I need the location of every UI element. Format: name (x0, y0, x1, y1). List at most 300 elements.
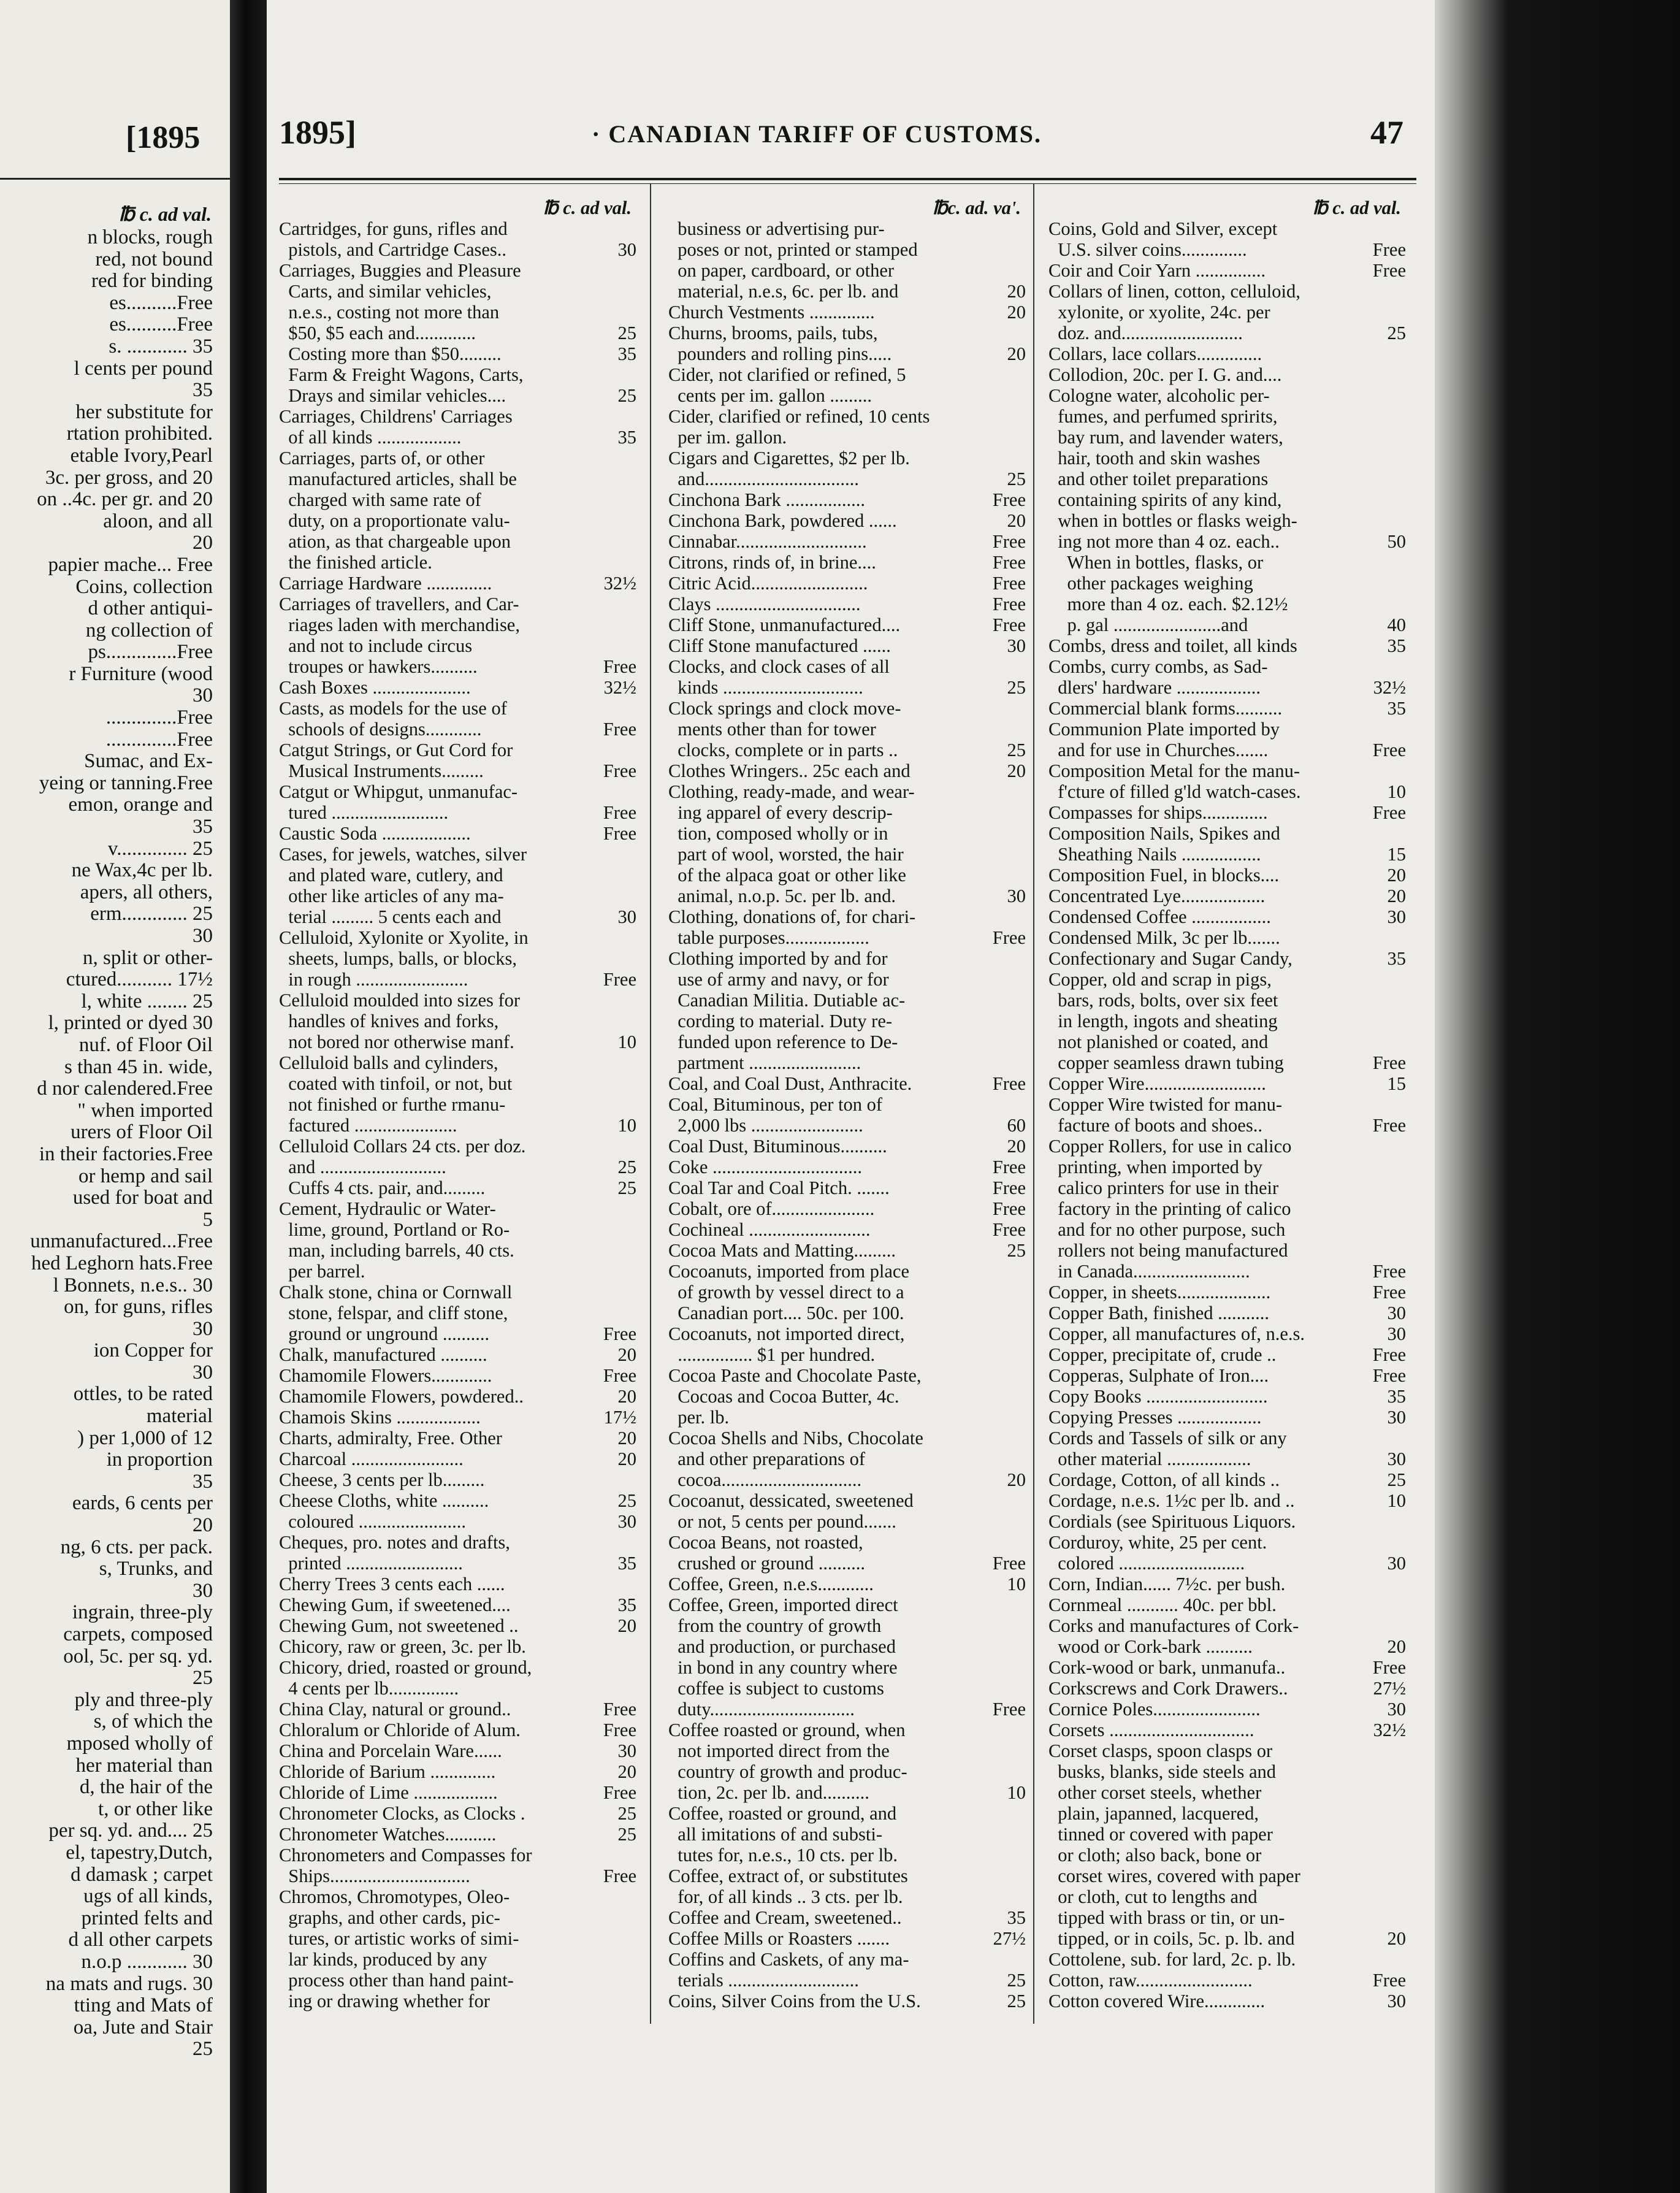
tariff-line (1048, 1198, 1406, 1219)
tariff-line (279, 802, 636, 823)
tariff-rate: 50 (1387, 531, 1406, 552)
tariff-rate: Free (603, 1323, 636, 1344)
tariff-line (668, 1240, 1026, 1261)
tariff-rate (1356, 1094, 1406, 1115)
tariff-line (279, 948, 636, 969)
tariff-line (1048, 469, 1406, 489)
tariff-line (668, 990, 1026, 1011)
tariff-item-text: the finished article. (279, 552, 432, 573)
tariff-rate (586, 1636, 636, 1657)
tariff-item-text: Concentrated Lye.................. (1048, 886, 1266, 906)
tariff-rate: 10 (1007, 1782, 1026, 1803)
tariff-rate (976, 781, 1026, 802)
tariff-rate (586, 1094, 636, 1115)
tariff-line (279, 1240, 636, 1261)
tariff-line (668, 802, 1026, 823)
tariff-rate (586, 1928, 636, 1949)
tariff-item-text: busks, blanks, side steels and (1048, 1761, 1277, 1782)
left-page-line: Sumac, and Ex- (84, 751, 213, 773)
tariff-item-text: Confectionary and Sugar Candy, (1048, 948, 1292, 969)
tariff-line (279, 218, 636, 239)
tariff-rate (586, 1198, 636, 1219)
tariff-item-text: or cloth; also back, bone or (1048, 1845, 1262, 1866)
tariff-rate: 35 (1387, 948, 1406, 969)
tariff-item-text: Chalk stone, china or Cornwall (279, 1282, 513, 1303)
tariff-line (1048, 1740, 1406, 1761)
tariff-line (1048, 1699, 1406, 1720)
tariff-line (668, 1553, 1026, 1574)
left-page-line: ool, 5c. per sq. yd. (63, 1645, 213, 1667)
left-page-line: eards, 6 cents per (72, 1493, 213, 1515)
tariff-rate (586, 1678, 636, 1699)
tariff-line (668, 1532, 1026, 1553)
tariff-line (668, 1031, 1026, 1052)
tariff-item-text: Composition Nails, Spikes and (1048, 823, 1280, 844)
tariff-item-text: manufactured articles, shall be (279, 469, 517, 489)
tariff-line (279, 927, 636, 948)
tariff-line (668, 635, 1026, 656)
tariff-rate (976, 427, 1026, 448)
tariff-line (668, 1011, 1026, 1031)
tariff-line (1048, 552, 1406, 573)
tariff-item-text: Catgut or Whipgut, unmanufac- (279, 781, 518, 802)
tariff-rate (586, 1469, 636, 1490)
tariff-line (1048, 1845, 1406, 1866)
left-page-rule (0, 178, 230, 180)
left-page-line: 35 (193, 1471, 213, 1493)
left-page-line: ng, 6 cts. per pack. (60, 1536, 213, 1558)
tariff-rate: 30 (1387, 906, 1406, 927)
tariff-item-text: U.S. silver coins.............. (1048, 239, 1247, 260)
tariff-line (279, 1886, 636, 1907)
tariff-line (1048, 1761, 1406, 1782)
tariff-rate (1356, 719, 1406, 740)
tariff-item-text: lar kinds, produced by any (279, 1949, 487, 1970)
tariff-rate: 25 (1007, 1991, 1026, 2011)
tariff-item-text: 4 cents per lb............... (279, 1678, 459, 1699)
tariff-line (1048, 656, 1406, 677)
tariff-item-text: all imitations of and substi- (668, 1824, 883, 1845)
tariff-item-text: coffee is subject to customs (668, 1678, 884, 1699)
tariff-line (668, 1782, 1026, 1803)
tariff-item-text: Cliff Stone manufactured ...... (668, 635, 891, 656)
tariff-item-text: n.e.s., costing not more than (279, 302, 500, 323)
tariff-line (1048, 1323, 1406, 1344)
tariff-item-text: man, including barrels, 40 cts. (279, 1240, 514, 1261)
left-page-line: papier mache... Free (48, 554, 213, 576)
tariff-line (279, 1157, 636, 1177)
left-page-line: d damask ; carpet (71, 1864, 213, 1886)
tariff-rate (976, 448, 1026, 469)
tariff-item-text: Coffee and Cream, sweetened.. (668, 1907, 902, 1928)
tariff-item-text: p. gal .......................and (1048, 614, 1248, 635)
tariff-line (279, 1449, 636, 1469)
tariff-line (1048, 1428, 1406, 1449)
tariff-line (1048, 1907, 1406, 1928)
tariff-rate: 15 (1387, 1073, 1406, 1094)
tariff-item-text: or not, 5 cents per pound....... (668, 1511, 896, 1532)
tariff-line (668, 364, 1026, 385)
tariff-line (279, 1198, 636, 1219)
tariff-rate (976, 323, 1026, 343)
tariff-item-text: tured ......................... (279, 802, 449, 823)
tariff-item-text: Drays and similar vehicles.... (279, 385, 506, 406)
tariff-rate: 30 (1387, 1553, 1406, 1574)
tariff-line (279, 1574, 636, 1594)
tariff-item-text: Coal, Bituminous, per ton of (668, 1094, 883, 1115)
tariff-line (668, 302, 1026, 323)
tariff-item-text: Cocoanut, dessicated, sweetened (668, 1490, 914, 1511)
tariff-item-text: Cement, Hydraulic or Water- (279, 1198, 496, 1219)
tariff-item-text: Corsets ............................... (1048, 1720, 1254, 1740)
tariff-rate: 30 (1387, 1449, 1406, 1469)
tariff-item-text: factory in the printing of calico (1048, 1198, 1291, 1219)
tariff-item-text: and production, or purchased (668, 1636, 896, 1657)
tariff-rate: 40 (1387, 614, 1406, 635)
tariff-line (279, 448, 636, 469)
tariff-line (279, 1636, 636, 1657)
tariff-item-text: poses or not, printed or stamped (668, 239, 918, 260)
column-separator (650, 184, 651, 2024)
tariff-item-text: factured ...................... (279, 1115, 457, 1136)
tariff-rate (586, 1532, 636, 1553)
tariff-rate: 35 (617, 343, 636, 364)
tariff-rate (976, 1282, 1026, 1303)
tariff-item-text: Corn, Indian...... 7½c. per bush. (1048, 1574, 1286, 1594)
tariff-item-text: Coffins and Caskets, of any ma- (668, 1949, 909, 1970)
tariff-line (279, 239, 636, 260)
tariff-item-text: ation, as that chargeable upon (279, 531, 511, 552)
tariff-line (668, 239, 1026, 260)
tariff-item-text: cocoa.............................. (668, 1469, 862, 1490)
tariff-rate: Free (603, 656, 636, 677)
tariff-line (668, 1949, 1026, 1970)
tariff-rate: Free (1372, 1365, 1406, 1386)
tariff-rate (586, 1970, 636, 1991)
tariff-item-text: Copperas, Sulphate of Iron.... (1048, 1365, 1269, 1386)
tariff-rate (586, 886, 636, 906)
tariff-item-text: terial ......... 5 cents each and (279, 906, 502, 927)
tariff-item-text: Copper Bath, finished ........... (1048, 1303, 1270, 1323)
tariff-item-text: printing, when imported by (1048, 1157, 1263, 1177)
tariff-line (668, 1657, 1026, 1678)
tariff-line (279, 1928, 636, 1949)
tariff-line (279, 1845, 636, 1866)
tariff-rate: Free (992, 531, 1026, 552)
tariff-rate: 32½ (1373, 1720, 1406, 1740)
tariff-rate (586, 1052, 636, 1073)
tariff-rate (976, 1407, 1026, 1428)
tariff-item-text: Citrons, rinds of, in brine.... (668, 552, 876, 573)
tariff-line (1048, 323, 1406, 343)
tariff-item-text: colored ........................... (1048, 1553, 1245, 1574)
tariff-item-text: other like articles of any ma- (279, 886, 504, 906)
left-page-line: " when imported (77, 1100, 213, 1122)
tariff-item-text: tipped with brass or tin, or un- (1048, 1907, 1285, 1928)
left-page-line: 30 (193, 1580, 213, 1602)
tariff-line (668, 1428, 1026, 1449)
tariff-line (279, 1720, 636, 1740)
tariff-rate: Free (992, 1198, 1026, 1219)
tariff-item-text: partment ........................ (668, 1052, 861, 1073)
tariff-line (1048, 1866, 1406, 1886)
tariff-rate (586, 948, 636, 969)
tariff-rate: Free (992, 1073, 1026, 1094)
tariff-rate: Free (992, 1553, 1026, 1574)
tariff-item-text: Coffee Mills or Roasters ....... (668, 1928, 890, 1949)
tariff-item-text: clocks, complete or in parts .. (668, 740, 898, 760)
tariff-rate: Free (992, 594, 1026, 614)
tariff-rate (586, 1991, 636, 2011)
tariff-item-text: Cartridges, for guns, rifles and (279, 218, 508, 239)
tariff-item-text: Clocks, and clock cases of all (668, 656, 890, 677)
tariff-rate: 20 (617, 1386, 636, 1407)
tariff-item-text: Coal Tar and Coal Pitch. ....... (668, 1177, 890, 1198)
tariff-line (279, 323, 636, 343)
tariff-rate (976, 823, 1026, 844)
left-page-line: el, tapestry,Dutch, (66, 1842, 213, 1864)
column-head: ℔c. ad. va'. (932, 197, 1021, 218)
tariff-item-text: Celluloid, Xylonite or Xyolite, in (279, 927, 529, 948)
tariff-rate (1356, 1615, 1406, 1636)
tariff-rate: Free (603, 802, 636, 823)
tariff-item-text: Cider, clarified or refined, 10 cents (668, 406, 930, 427)
tariff-item-text: Carriages of travellers, and Car- (279, 594, 519, 614)
tariff-item-text: duty............................... (668, 1699, 855, 1720)
tariff-item-text: Corset clasps, spoon clasps or (1048, 1740, 1273, 1761)
left-page-line: on ..4c. per gr. and 20 (37, 489, 213, 511)
tariff-rate (586, 1073, 636, 1094)
tariff-item-text: 2,000 lbs ........................ (668, 1115, 863, 1136)
tariff-rate (976, 719, 1026, 740)
tariff-line (1048, 1949, 1406, 1970)
tariff-rate (976, 385, 1026, 406)
tariff-item-text: coated with tinfoil, or not, but (279, 1073, 513, 1094)
tariff-rate (976, 1344, 1026, 1365)
tariff-rate: Free (992, 927, 1026, 948)
left-page-line: in their factories.Free (39, 1143, 213, 1165)
tariff-rate: Free (1372, 1344, 1406, 1365)
tariff-line (1048, 1782, 1406, 1803)
tariff-line (668, 323, 1026, 343)
tariff-item-text: facture of boots and shoes.. (1048, 1115, 1262, 1136)
tariff-rate (1356, 656, 1406, 677)
tariff-item-text: crushed or ground .......... (668, 1553, 866, 1574)
left-page-line: red, not bound (95, 248, 213, 270)
tariff-rate (976, 1720, 1026, 1740)
tariff-line (279, 865, 636, 886)
tariff-rate (976, 1511, 1026, 1532)
tariff-line (668, 1511, 1026, 1532)
tariff-rate: 25 (617, 1157, 636, 1177)
tariff-rate (1356, 1594, 1406, 1615)
tariff-rate (1356, 1428, 1406, 1449)
tariff-rate: Free (992, 489, 1026, 510)
tariff-item-text: not planished or coated, and (1048, 1031, 1269, 1052)
tariff-rate: 20 (1007, 760, 1026, 781)
tariff-rate (976, 1886, 1026, 1907)
tariff-item-text: of growth by vessel direct to a (668, 1282, 904, 1303)
tariff-item-text: cents per im. gallon ......... (668, 385, 872, 406)
tariff-item-text: Corkscrews and Cork Drawers.. (1048, 1678, 1288, 1699)
left-page-line: aloon, and all (103, 510, 213, 532)
tariff-item-text: pistols, and Cartridge Cases.. (279, 239, 507, 260)
tariff-line (279, 698, 636, 719)
tariff-rate (976, 1803, 1026, 1824)
tariff-item-text: Chloride of Lime .................. (279, 1782, 498, 1803)
tariff-item-text: troupes or hawkers.......... (279, 656, 478, 677)
tariff-rate (976, 969, 1026, 990)
tariff-rate (1356, 1907, 1406, 1928)
tariff-item-text: graphs, and other cards, pic- (279, 1907, 500, 1928)
tariff-item-text: not bored nor otherwise manf. (279, 1031, 514, 1052)
tariff-item-text: Clothing imported by and for (668, 948, 888, 969)
left-page-line: ps..............Free (88, 641, 213, 664)
tariff-rate (586, 1574, 636, 1594)
page-edge (1435, 0, 1680, 2193)
tariff-rate (1356, 1532, 1406, 1553)
tariff-line (668, 343, 1026, 364)
tariff-line (1048, 1052, 1406, 1073)
tariff-rate (976, 865, 1026, 886)
tariff-rate: 30 (617, 906, 636, 927)
tariff-line (668, 760, 1026, 781)
tariff-item-text: on paper, cardboard, or other (668, 260, 895, 281)
tariff-rate (1356, 1574, 1406, 1594)
tariff-line (1048, 385, 1406, 406)
tariff-rate (976, 1845, 1026, 1866)
tariff-item-text: Cocoanuts, imported from place (668, 1261, 910, 1282)
tariff-item-text: ing or drawing whether for (279, 1991, 490, 2011)
tariff-item-text: Carriages, Buggies and Pleasure (279, 260, 521, 281)
tariff-rate (1356, 927, 1406, 948)
tariff-item-text: terials ............................ (668, 1970, 859, 1991)
tariff-rate (1356, 1157, 1406, 1177)
tariff-rate: 30 (617, 1740, 636, 1761)
tariff-line (279, 385, 636, 406)
tariff-item-text: Cheques, pro. notes and drafts, (279, 1532, 510, 1553)
left-page-year: [1895 (126, 120, 200, 155)
tariff-item-text: part of wool, worsted, the hair (668, 844, 904, 865)
tariff-line (1048, 1886, 1406, 1907)
left-page-line: oa, Jute and Stair (73, 2016, 213, 2038)
tariff-item-text: Cigars and Cigarettes, $2 per lb. (668, 448, 910, 469)
tariff-line (279, 302, 636, 323)
left-page-line: tting and Mats of (74, 1995, 213, 2017)
left-page-line: her substitute for (75, 401, 213, 423)
tariff-rate: 30 (617, 1511, 636, 1532)
tariff-rate (976, 1657, 1026, 1678)
tariff-rate: 20 (1387, 1636, 1406, 1657)
tariff-rate: Free (603, 1866, 636, 1886)
tariff-rate (976, 1449, 1026, 1469)
tariff-line (1048, 969, 1406, 990)
tariff-line (668, 1886, 1026, 1907)
tariff-item-text: containing spirits of any kind, (1048, 489, 1282, 510)
tariff-item-text: Copper Rollers, for use in calico (1048, 1136, 1292, 1157)
tariff-rate: Free (1372, 1115, 1406, 1136)
tariff-item-text: sheets, lumps, balls, or blocks, (279, 948, 517, 969)
tariff-item-text: Chamomile Flowers............. (279, 1365, 492, 1386)
tariff-line (1048, 1532, 1406, 1553)
tariff-line (668, 427, 1026, 448)
tariff-line (668, 1282, 1026, 1303)
tariff-line (279, 1282, 636, 1303)
tariff-line (1048, 1407, 1406, 1428)
tariff-line (279, 510, 636, 531)
tariff-rate (586, 927, 636, 948)
tariff-item-text: Cornice Poles....................... (1048, 1699, 1261, 1720)
left-page-line: 20 (193, 1515, 213, 1537)
tariff-line (668, 1574, 1026, 1594)
tariff-line (279, 1511, 636, 1532)
left-page-line: l Bonnets, n.e.s.. 30 (53, 1274, 213, 1296)
tariff-item-text: Collars of linen, cotton, celluloid, (1048, 281, 1300, 302)
tariff-line (279, 489, 636, 510)
tariff-line (668, 1136, 1026, 1157)
tariff-line (1048, 990, 1406, 1011)
tariff-item-text: tutes for, n.e.s., 10 cts. per lb. (668, 1845, 898, 1866)
tariff-rate: Free (1372, 1970, 1406, 1991)
tariff-line (668, 1469, 1026, 1490)
tariff-item-text: Commercial blank forms.......... (1048, 698, 1283, 719)
tariff-rate: 32½ (1373, 677, 1406, 698)
tariff-item-text: Celluloid Collars 24 cts. per doz. (279, 1136, 526, 1157)
tariff-item-text: Clothing, ready-made, and wear- (668, 781, 915, 802)
tariff-line (668, 927, 1026, 948)
tariff-item-text: of the alpaca goat or other like (668, 865, 906, 886)
tariff-line (1048, 1031, 1406, 1052)
tariff-rate (586, 865, 636, 886)
tariff-rate: Free (603, 1720, 636, 1740)
page-title: · CANADIAN TARIFF OF CUSTOMS. (592, 120, 1042, 148)
tariff-line (1048, 865, 1406, 886)
tariff-line (668, 1261, 1026, 1282)
tariff-rate (1356, 1136, 1406, 1157)
tariff-item-text: dlers' hardware .................. (1048, 677, 1261, 698)
tariff-rate: 20 (617, 1344, 636, 1365)
left-page-line: ne Wax,4c per lb. (71, 860, 213, 882)
tariff-line (1048, 760, 1406, 781)
tariff-rate (1356, 969, 1406, 990)
tariff-line (279, 614, 636, 635)
tariff-rate: 10 (617, 1031, 636, 1052)
tariff-item-text: ing not more than 4 oz. each.. (1048, 531, 1280, 552)
tariff-rate (586, 364, 636, 385)
tariff-rate: 35 (1007, 1907, 1026, 1928)
header-rule (279, 178, 1416, 180)
tariff-item-text: Chamomile Flowers, powdered.. (279, 1386, 524, 1407)
tariff-item-text: of all kinds .................. (279, 427, 462, 448)
tariff-item-text: Copper, precipitate of, crude .. (1048, 1344, 1277, 1365)
tariff-item-text: Cords and Tassels of silk or any (1048, 1428, 1287, 1449)
tariff-line (1048, 1720, 1406, 1740)
left-page-line: red for binding (91, 270, 213, 293)
tariff-rate: 35 (617, 427, 636, 448)
tariff-item-text: for, of all kinds .. 3 cts. per lb. (668, 1886, 903, 1907)
left-page-line: es..........Free (109, 314, 213, 336)
tariff-rate (1356, 364, 1406, 385)
tariff-item-text: Charcoal ........................ (279, 1449, 464, 1469)
tariff-item-text: Clothing, donations of, for chari- (668, 906, 916, 927)
tariff-item-text: other corset steels, whether (1048, 1782, 1262, 1803)
tariff-rate (1356, 1031, 1406, 1052)
tariff-rate: 20 (1007, 302, 1026, 323)
tariff-line (279, 1803, 636, 1824)
tariff-rate (976, 260, 1026, 281)
tariff-item-text: bay rum, and lavender waters, (1048, 427, 1283, 448)
left-page-line: yeing or tanning.Free (39, 772, 213, 794)
